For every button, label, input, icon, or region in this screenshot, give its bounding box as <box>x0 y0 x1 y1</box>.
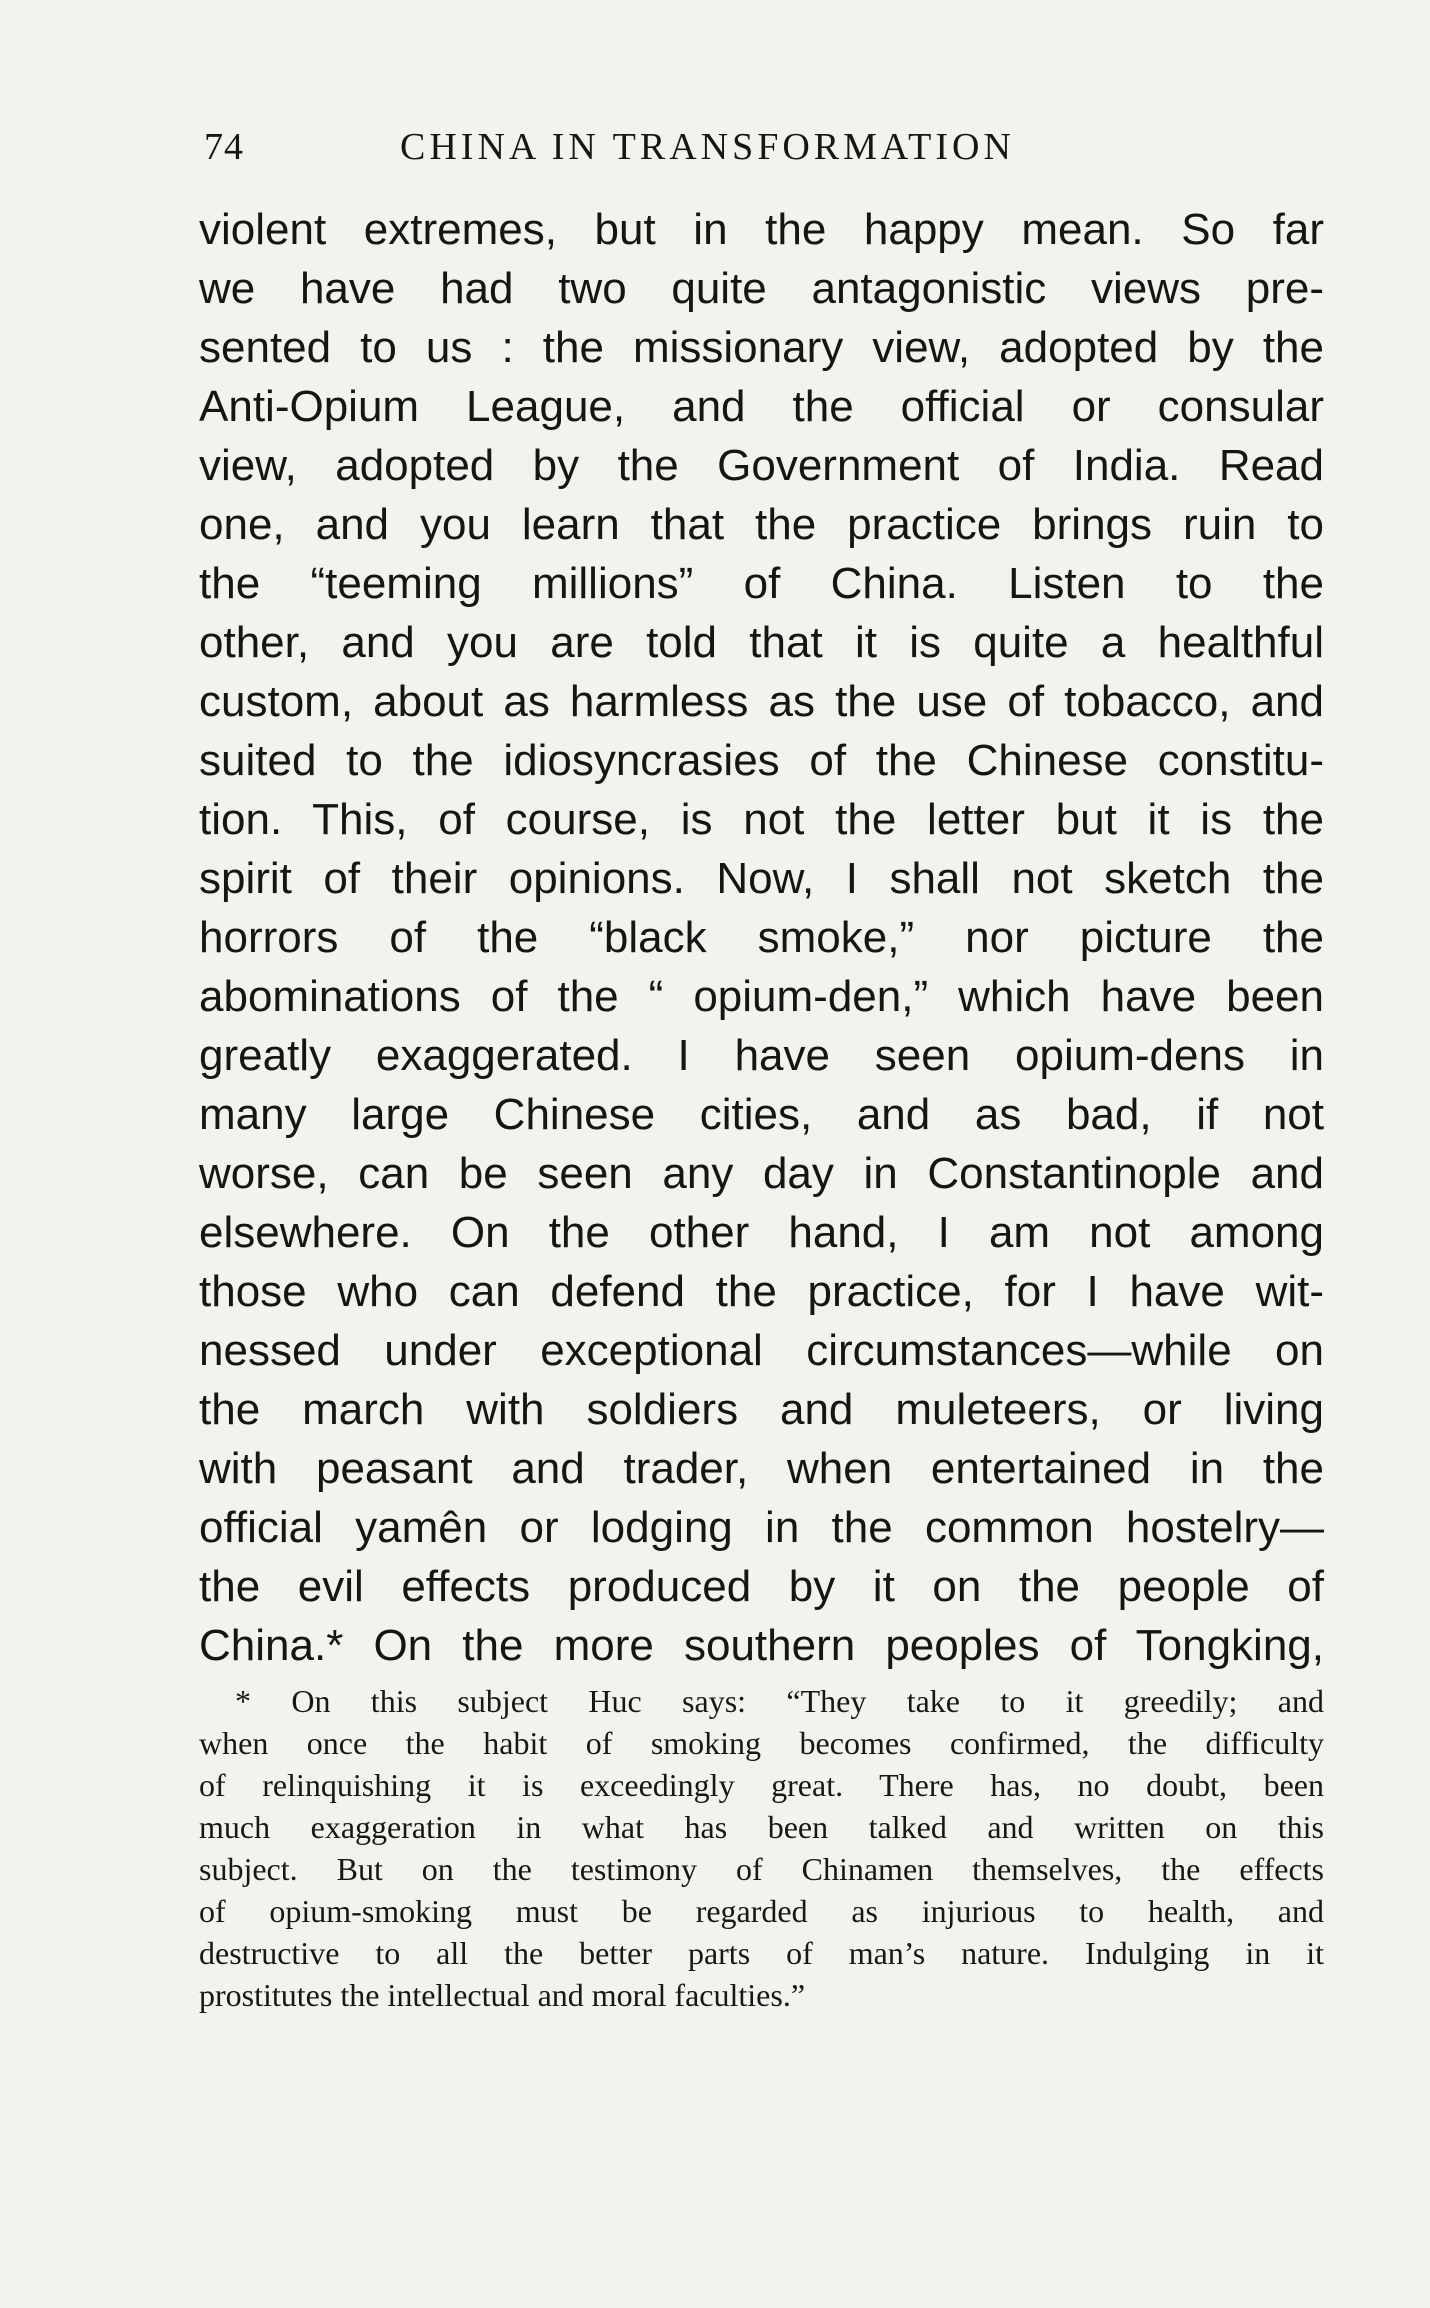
text-line: sented to us : the missionary view, adopted by the <box>199 323 1324 372</box>
text-line: greatly exaggerated. I have seen opium-dens in <box>199 1031 1324 1080</box>
page-header <box>204 125 1324 185</box>
text-line: other, and you are told that it is quite a healthful <box>199 618 1324 667</box>
text-line: violent extremes, but in the happy mean. So far <box>199 205 1324 254</box>
text-line: China.* On the more southern peoples of Tongking, <box>199 1621 1324 1670</box>
text-line: Anti-Opium League, and the official or consular <box>199 382 1324 431</box>
footnote-line: prostitutes the intellectual and moral faculties.” <box>199 1977 806 2013</box>
footnote-line: * On this subject Huc says: “They take to it greedily; and <box>235 1683 1324 1719</box>
text-line: horrors of the “black smoke,” nor picture the <box>199 913 1324 962</box>
footnote-line: of relinquishing it is exceedingly great. There has, no doubt, been <box>199 1767 1324 1803</box>
text-line: official yamên or lodging in the common hostelry— <box>199 1503 1324 1552</box>
text-line: those who can defend the practice, for I have wit- <box>199 1267 1324 1316</box>
text-line: suited to the idiosyncrasies of the Chinese constitu- <box>199 736 1324 785</box>
running-title: CHINA IN TRANSFORMATION <box>400 126 1015 168</box>
footnote-line: of opium-smoking must be regarded as injurious to health, and <box>199 1893 1324 1929</box>
text-line: nessed under exceptional circumstances—while on <box>199 1326 1324 1375</box>
text-line: spirit of their opinions. Now, I shall not sketch the <box>199 854 1324 903</box>
text-line: view, adopted by the Government of India. Read <box>199 441 1324 490</box>
text-line: worse, can be seen any day in Constantinople and <box>199 1149 1324 1198</box>
footnote-line: subject. But on the testimony of Chinamen themselves, the effects <box>199 1851 1324 1887</box>
text-line: tion. This, of course, is not the letter but it is the <box>199 795 1324 844</box>
text-line: custom, about as harmless as the use of tobacco, and <box>199 677 1324 726</box>
text-line: the march with soldiers and muleteers, or living <box>199 1385 1324 1434</box>
text-line: many large Chinese cities, and as bad, if not <box>199 1090 1324 1139</box>
text-line: one, and you learn that the practice brings ruin to <box>199 500 1324 549</box>
footnote-line: when once the habit of smoking becomes confirmed, the difficulty <box>199 1725 1324 1761</box>
text-line: the “teeming millions” of China. Listen to the <box>199 559 1324 608</box>
text-line: we have had two quite antagonistic views pre- <box>199 264 1324 313</box>
footnote-line: much exaggeration in what has been talked and written on this <box>199 1809 1324 1845</box>
text-line: the evil effects produced by it on the people of <box>199 1562 1324 1611</box>
text-line: with peasant and trader, when entertained in the <box>199 1444 1324 1493</box>
text-line: abominations of the “ opium-den,” which have been <box>199 972 1324 1021</box>
footnote-line: destructive to all the better parts of man’s nature. Indulging in it <box>199 1935 1324 1971</box>
text-line: elsewhere. On the other hand, I am not among <box>199 1208 1324 1257</box>
footnote <box>199 1680 1324 2016</box>
body-text <box>199 200 1324 1675</box>
page-number: 74 <box>204 126 244 168</box>
